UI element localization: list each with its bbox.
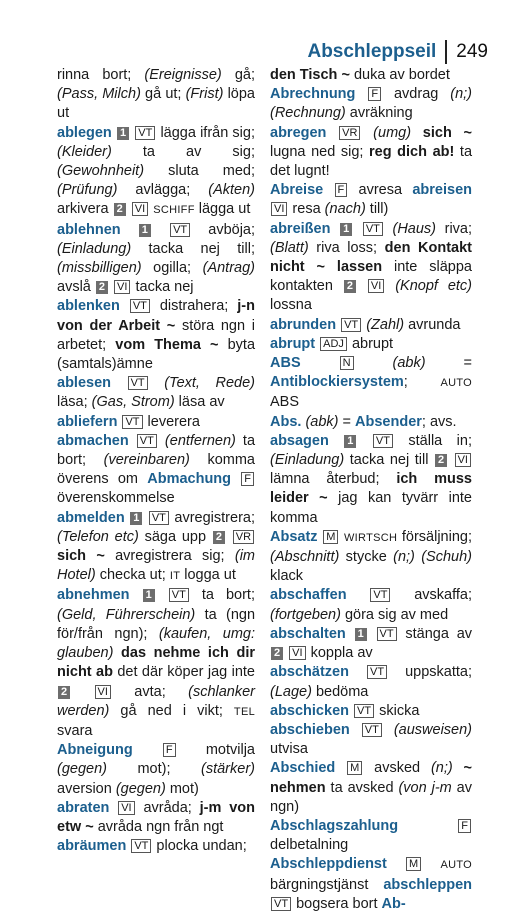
page-number: 249 bbox=[456, 41, 488, 62]
headword: abliefern bbox=[57, 413, 118, 430]
grammar-label: VT bbox=[122, 415, 142, 429]
entry: Abs. (abk) = Absender; avs. bbox=[270, 413, 457, 430]
headword: Absender bbox=[355, 413, 422, 430]
bold-phrase: j-m von etw ~ bbox=[57, 799, 255, 835]
bold-phrase: sich ~ bbox=[57, 548, 105, 565]
running-headword: Abschleppseil bbox=[307, 41, 437, 62]
headword: Abs. bbox=[270, 413, 302, 430]
grammar-label: VT bbox=[170, 223, 190, 237]
grammar-label: VT bbox=[370, 588, 390, 602]
entry: abräumen VT plocka undan; bbox=[57, 838, 247, 855]
headword: abschaffen bbox=[270, 587, 347, 604]
italic-gloss: (fortgeben) bbox=[270, 606, 341, 623]
headword: abmachen bbox=[57, 432, 129, 449]
italic-gloss: (Text, Rede) bbox=[164, 375, 256, 392]
grammar-label: M bbox=[406, 857, 421, 871]
grammar-label: VT bbox=[354, 704, 374, 718]
page-header bbox=[307, 38, 488, 66]
italic-gloss: (kaufen, umg: glauben) bbox=[57, 625, 255, 662]
entry: ABS N (abk) = Antiblockiersystem; AUTO ABS bbox=[270, 355, 472, 411]
headword: Abschied bbox=[270, 760, 336, 777]
headword: Antiblockiersystem bbox=[270, 374, 404, 391]
italic-gloss: (gegen) bbox=[115, 780, 166, 797]
grammar-label: VR bbox=[339, 126, 360, 140]
grammar-label: VI bbox=[455, 453, 471, 467]
entry: abraten VI avråda; j-m von etw ~ avråda ngn från ngt bbox=[57, 799, 255, 835]
headword: ABS bbox=[270, 355, 301, 372]
entry: abrupt ADJ abrupt bbox=[270, 335, 394, 352]
headword: abreißen bbox=[270, 220, 331, 237]
sense-number: 2 bbox=[114, 203, 126, 216]
headword: abräumen bbox=[57, 838, 127, 855]
domain-label: AUTO bbox=[440, 859, 472, 872]
italic-gloss: (von j-m bbox=[398, 779, 452, 796]
italic-gloss: (Schuh) bbox=[421, 549, 472, 566]
bold-phrase: den Tisch ~ bbox=[270, 67, 350, 83]
grammar-label: VT bbox=[271, 897, 291, 911]
headword: abschieben bbox=[270, 721, 350, 738]
right-column bbox=[270, 66, 472, 914]
italic-gloss: (n;) bbox=[393, 549, 415, 566]
grammar-label: VT bbox=[377, 627, 397, 641]
entry: abschaffen VT avskaffa; (fortgeben) göra sig av med bbox=[270, 587, 473, 623]
headword: abregen bbox=[270, 124, 327, 141]
grammar-label: VI bbox=[271, 202, 287, 216]
italic-gloss: (Zahl) bbox=[366, 316, 405, 333]
italic-gloss: (Gas, Strom) bbox=[91, 394, 175, 411]
headword: Abreise bbox=[270, 182, 324, 199]
headword: ablegen bbox=[57, 124, 112, 141]
sense-number: 1 bbox=[340, 223, 352, 236]
bold-phrase: vom Thema ~ bbox=[115, 336, 219, 353]
italic-gloss: (n;) bbox=[450, 86, 472, 103]
entry: ablehnen 1 VT avböja; (Einladung) tacka nej till; (missbilligen) ogilla; (Antrag) avslå 2 VI tacka nej bbox=[57, 221, 256, 296]
headword: ablenken bbox=[57, 298, 120, 315]
grammar-label: VT bbox=[363, 222, 383, 236]
domain-label: TEL bbox=[233, 705, 255, 718]
sense-number: 2 bbox=[435, 454, 447, 467]
italic-gloss: (Telefon etc) bbox=[57, 528, 139, 545]
entry: ablegen 1 VT lägga ifrån sig; (Kleider) ta av sig; (Gewohnheit) sluta med; (Prüfung) avlägga; (Akten) arkivera 2 VI SCHIFF lägga ut bbox=[57, 124, 255, 218]
headword: Abrechnung bbox=[270, 86, 356, 103]
grammar-label: VI bbox=[118, 801, 134, 815]
italic-gloss: (entfernen) bbox=[164, 432, 236, 449]
italic-gloss: (ausweisen) bbox=[393, 721, 473, 738]
italic-gloss: (Akten) bbox=[208, 182, 255, 199]
entry: abrunden VT (Zahl) avrunda bbox=[270, 316, 461, 333]
headword: ablehnen bbox=[57, 221, 121, 238]
headword: Abneigung bbox=[57, 742, 133, 759]
grammar-label: F bbox=[163, 743, 176, 757]
headword: Absatz bbox=[270, 528, 318, 545]
header-divider bbox=[445, 40, 447, 64]
entry: absagen 1 VT ställa in; (Einladung) tacka nej till 2 VI lämna återbud; ich muss leider ~ jag kan tyvärr inte komma bbox=[270, 432, 472, 526]
headword: ablesen bbox=[57, 375, 111, 392]
italic-gloss: (im Hotel) bbox=[57, 548, 255, 584]
headword: abnehmen bbox=[57, 587, 130, 604]
bold-phrase: sich ~ bbox=[422, 124, 472, 141]
sense-number: 2 bbox=[58, 686, 70, 699]
italic-gloss: (abk) bbox=[392, 355, 426, 372]
bold-phrase: ich muss leider ~ bbox=[270, 471, 472, 507]
italic-gloss: (Blatt) bbox=[270, 239, 309, 256]
sense-number: 1 bbox=[344, 435, 356, 448]
entry: abschalten 1 VT stänga av 2 VI koppla av bbox=[270, 625, 473, 662]
grammar-label: VT bbox=[341, 318, 361, 332]
bold-phrase: reg dich ab! bbox=[369, 143, 455, 160]
italic-gloss: (Pass, Milch) bbox=[57, 86, 141, 103]
italic-gloss: (vereinbaren) bbox=[103, 452, 190, 469]
entry: abmelden 1 VT avregistrera; (Telefon etc) säga upp 2 VR sich ~ avregistrera sig; (im Hotel) checka ut; IT logga ut bbox=[57, 509, 255, 584]
grammar-label: F bbox=[241, 472, 254, 486]
italic-gloss: (Geld, Führerschein) bbox=[57, 606, 196, 623]
headword: abschicken bbox=[270, 702, 349, 719]
headword: Abschleppdienst bbox=[270, 856, 387, 873]
grammar-label: N bbox=[340, 356, 354, 370]
grammar-label: VT bbox=[149, 511, 169, 525]
entry: abnehmen 1 VT ta bort; (Geld, Führerschein) ta (ngn för/från ngn); (kaufen, umg: glauben) das nehme ich dir nicht ab det där köper jag inte 2 VI avta; (schlanker werden) gå ned i vikt; TEL svara bbox=[57, 587, 256, 739]
entry: abschieben VT (ausweisen) utvisa bbox=[270, 721, 473, 758]
grammar-label: F bbox=[335, 183, 348, 197]
italic-gloss: (Einladung) bbox=[57, 240, 132, 257]
italic-gloss: (gegen) bbox=[57, 761, 107, 778]
entry: ablenken VT distrahera; j-n von der Arbeit ~ störa ngn i arbetet; vom Thema ~ byta (samtals)ämne bbox=[57, 298, 256, 373]
grammar-label: VT bbox=[169, 588, 189, 602]
sense-number: 1 bbox=[117, 127, 129, 140]
grammar-label: F bbox=[368, 87, 381, 101]
headword: abraten bbox=[57, 799, 110, 816]
grammar-label: VI bbox=[132, 202, 148, 216]
headword: abschätzen bbox=[270, 664, 349, 681]
left-column bbox=[57, 66, 255, 856]
sense-number: 2 bbox=[213, 531, 225, 544]
headword: Abschlagszahlung bbox=[270, 817, 399, 834]
grammar-label: VT bbox=[135, 126, 155, 140]
grammar-label: M bbox=[347, 761, 362, 775]
grammar-label: VT bbox=[131, 839, 151, 853]
headword: absagen bbox=[270, 432, 329, 449]
domain-label: WIRTSCH bbox=[344, 531, 398, 544]
domain-label: AUTO bbox=[440, 377, 472, 390]
italic-gloss: (umg) bbox=[373, 124, 412, 141]
grammar-label: VT bbox=[373, 434, 393, 448]
italic-gloss: (Knopf etc) bbox=[395, 278, 472, 295]
entry: den Tisch ~ duka av bordet bbox=[270, 67, 450, 83]
headword: abreisen bbox=[412, 182, 472, 199]
grammar-label: VT bbox=[367, 665, 387, 679]
grammar-label: ADJ bbox=[320, 337, 347, 351]
headword: abschleppen bbox=[383, 876, 472, 893]
entry: ablesen VT (Text, Rede) läsa; (Gas, Strom) läsa av bbox=[57, 375, 256, 411]
sense-number: 2 bbox=[344, 280, 356, 293]
grammar-label: VT bbox=[128, 376, 148, 390]
entry: Abrechnung F avdrag (n;) (Rechnung) avräkning bbox=[270, 86, 472, 122]
bold-phrase: den Kontakt nicht ~ lassen bbox=[270, 239, 473, 276]
italic-gloss: (Prüfung) bbox=[57, 182, 118, 199]
italic-gloss: (Gewohnheit) bbox=[57, 163, 145, 180]
sense-number: 1 bbox=[130, 512, 142, 525]
sense-number: 1 bbox=[355, 628, 367, 641]
entry: Abschied M avsked (n;) ~ nehmen ta avsked (von j-m av ngn) bbox=[270, 760, 473, 815]
headword: abschalten bbox=[270, 625, 346, 642]
headword: Ab- bbox=[381, 895, 406, 912]
sense-number: 1 bbox=[139, 224, 151, 237]
italic-gloss: (missbilligen) bbox=[57, 260, 142, 277]
headword: abrupt bbox=[270, 335, 316, 352]
sense-number: 2 bbox=[96, 281, 108, 294]
headword: abmelden bbox=[57, 509, 125, 526]
entry: abmachen VT (entfernen) ta bort; (vereinbaren) komma överens om Abmachung F överenskommelse bbox=[57, 432, 256, 507]
italic-gloss: (abk) bbox=[305, 413, 339, 430]
headword: abrunden bbox=[270, 316, 337, 333]
italic-gloss: (Ereignisse) bbox=[144, 67, 222, 83]
italic-gloss: (Frist) bbox=[185, 86, 224, 103]
grammar-label: VT bbox=[130, 299, 150, 313]
headword: Abmachung bbox=[147, 471, 232, 488]
grammar-label: VT bbox=[362, 723, 382, 737]
grammar-label: VI bbox=[368, 279, 384, 293]
italic-gloss: (Einladung) bbox=[270, 452, 345, 469]
italic-gloss: (Lage) bbox=[270, 683, 312, 700]
entry: abschätzen VT uppskatta; (Lage) bedöma bbox=[270, 664, 473, 700]
entry: abliefern VT leverera bbox=[57, 413, 200, 430]
italic-gloss: (nach) bbox=[324, 201, 366, 218]
grammar-label: M bbox=[323, 530, 338, 544]
sense-number: 2 bbox=[271, 647, 283, 660]
entry: Abreise F avresa abreisen VI resa (nach) till) bbox=[270, 182, 472, 218]
bold-phrase: j-n von der Arbeit ~ bbox=[57, 298, 255, 334]
italic-gloss: (Abschnitt) bbox=[270, 549, 340, 566]
grammar-label: VI bbox=[114, 280, 130, 294]
entry: Abschlagszahlung F delbetalning bbox=[270, 817, 472, 855]
italic-gloss: (Antrag) bbox=[202, 260, 255, 277]
sense-number: 1 bbox=[143, 589, 155, 602]
domain-label: SCHIFF bbox=[153, 204, 195, 217]
entry: Absatz M WIRTSCH försäljning; (Abschnitt) stycke (n;) (Schuh) klack bbox=[270, 528, 472, 585]
italic-gloss: (Haus) bbox=[392, 220, 437, 237]
entry: abreißen 1 VT (Haus) riva; (Blatt) riva loss; den Kontakt nicht ~ lassen inte släppa kontakten 2 VI (Knopf etc) lossna bbox=[270, 220, 473, 314]
grammar-label: VI bbox=[289, 646, 305, 660]
italic-gloss: (Kleider) bbox=[57, 143, 112, 160]
entry: abschicken VT skicka bbox=[270, 702, 420, 719]
entry: abregen VR (umg) sich ~ lugna ned sig; reg dich ab! ta det lugnt! bbox=[270, 124, 473, 180]
grammar-label: VR bbox=[233, 530, 254, 544]
entry: rinna bort; (Ereignisse) gå; (Pass, Milch) gå ut; (Frist) löpa ut bbox=[57, 67, 255, 122]
entry: Abschleppdienst M AUTO bärgningstjänst abschleppen VT bogsera bort Ab- bbox=[270, 856, 472, 912]
italic-gloss: (Rechnung) bbox=[270, 105, 346, 122]
bold-phrase: ~ nehmen bbox=[270, 760, 473, 796]
grammar-label: F bbox=[458, 819, 471, 833]
italic-gloss: (n;) bbox=[430, 760, 453, 777]
bold-phrase: das nehme ich dir nicht ab bbox=[57, 645, 255, 681]
italic-gloss: (schlanker werden) bbox=[57, 683, 256, 719]
entry: Abneigung F motvilja (gegen) mot); (stärker) aversion (gegen) mot) bbox=[57, 742, 255, 797]
grammar-label: VT bbox=[137, 434, 157, 448]
grammar-label: VI bbox=[95, 685, 111, 699]
italic-gloss: (stärker) bbox=[201, 761, 255, 778]
domain-label: IT bbox=[169, 570, 181, 583]
